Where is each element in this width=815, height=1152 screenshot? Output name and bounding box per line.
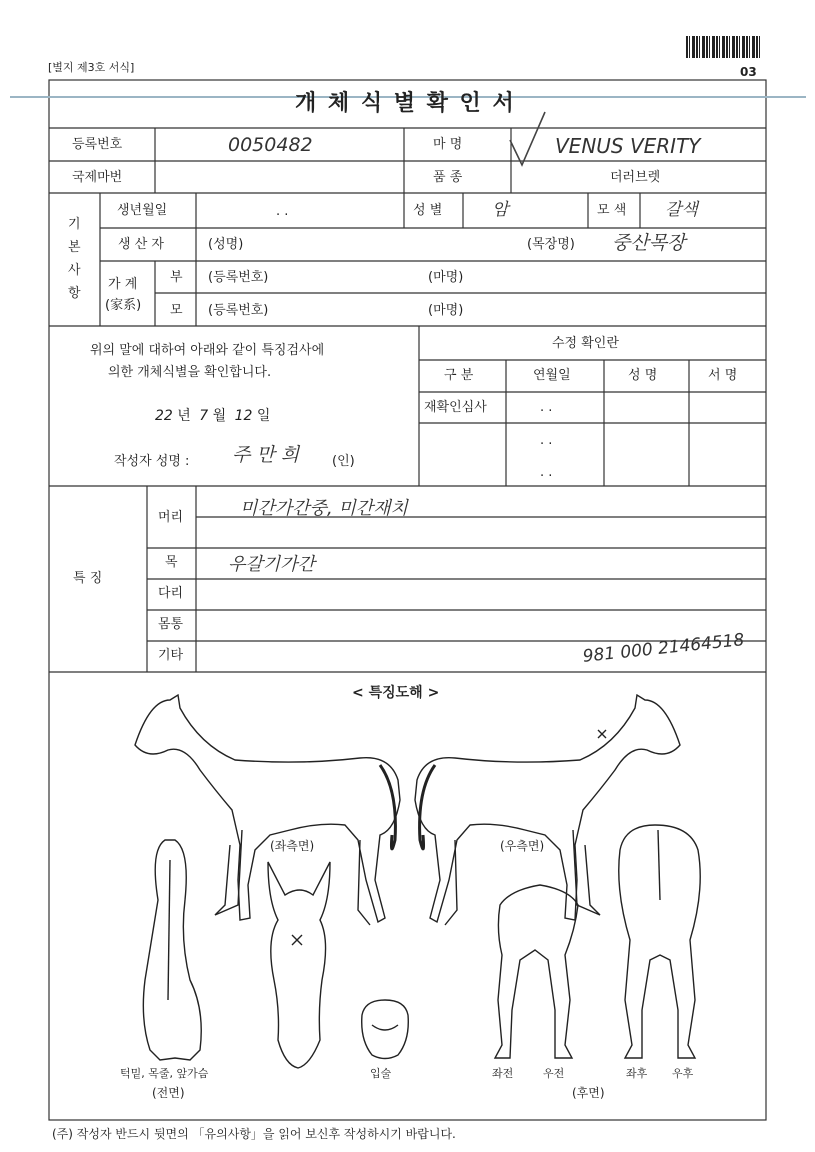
right-side-label: (우측면) xyxy=(500,839,545,853)
front-right-label: 우전 xyxy=(543,1067,565,1080)
sire-reg-label: (등록번호) xyxy=(208,270,269,285)
hind-left-label: 좌후 xyxy=(626,1067,648,1080)
revision-col-sign: 서 명 xyxy=(708,368,738,383)
revision-col-date: 연월일 xyxy=(533,368,571,383)
breed-label: 품 종 xyxy=(433,170,463,185)
basic-section-label-3: 사 xyxy=(68,263,81,278)
horse-lips-drawing xyxy=(362,1000,409,1059)
farm-name-value: 중산목장 xyxy=(612,232,686,254)
revision-row-category: 재확인심사 xyxy=(424,400,487,415)
author-value: 주 만 희 xyxy=(232,444,300,466)
date-year-unit: 년 xyxy=(177,408,191,424)
breed-value: 더러브렛 xyxy=(610,170,661,185)
author-label: 작성자 성명 : xyxy=(114,454,190,469)
feature-neck-value: 우갈기가간 xyxy=(228,554,315,575)
microchip-number: 981 000 21464518 xyxy=(581,630,746,667)
pedigree-label: 가 계 xyxy=(108,277,138,292)
sire-name-label: (마명) xyxy=(428,270,464,285)
sire-label: 부 xyxy=(170,270,183,285)
front-left-label: 좌전 xyxy=(492,1067,514,1080)
horse-name-label: 마 명 xyxy=(433,137,463,152)
horse-front-neck-drawing xyxy=(143,840,201,1060)
front-neck-caption: 턱밑, 목줄, 앞가슴 xyxy=(120,1067,209,1080)
feature-body-label: 몸통 xyxy=(158,617,184,632)
diagram-title: < 특징도해 > xyxy=(352,685,440,701)
revision-col-name: 성 명 xyxy=(628,368,658,383)
coat-color-value: 갈색 xyxy=(665,200,698,220)
producer-label: 생 산 자 xyxy=(118,237,164,252)
hind-right-label: 우후 xyxy=(672,1067,694,1080)
registration-number-value: 0050482 xyxy=(228,134,313,156)
date-day-unit: 일 xyxy=(256,408,271,424)
intl-number-label: 국제마번 xyxy=(72,170,123,185)
revision-title: 수정 확인란 xyxy=(552,336,619,351)
horse-face-drawing xyxy=(268,862,330,1068)
dam-reg-label: (등록번호) xyxy=(208,303,269,318)
feature-head-value: 미간가간중, 미간재치 xyxy=(240,498,408,519)
horse-left-side-drawing xyxy=(135,695,400,925)
farm-name-label: (목장명) xyxy=(527,237,575,252)
form-label: [별지 제3호 서식] xyxy=(48,61,135,74)
horse-right-side-drawing xyxy=(415,695,680,925)
basic-section-label-4: 항 xyxy=(68,286,81,301)
footer-note: (주) 작성자 반드시 뒷면의 「유의사항」을 읽어 보신후 작성하시기 바랍니다. xyxy=(52,1127,456,1141)
revision-row2-date: . . xyxy=(540,433,553,448)
registration-number-label: 등록번호 xyxy=(72,137,123,152)
pedigree-label-hanja: (家系) xyxy=(105,298,142,313)
lips-label: 입술 xyxy=(370,1067,392,1080)
date-day: 12 xyxy=(234,408,253,424)
rear-view-label: (후면) xyxy=(572,1086,605,1100)
revision-col-category: 구 분 xyxy=(444,368,474,383)
dam-name-label: (마명) xyxy=(428,303,464,318)
feature-legs-label: 다리 xyxy=(158,586,184,601)
basic-section-label-2: 본 xyxy=(68,240,81,255)
dam-label: 모 xyxy=(170,303,183,318)
page-number: 03 xyxy=(740,65,757,79)
check-mark xyxy=(510,112,545,165)
confirm-date xyxy=(155,405,270,425)
revision-row3-date: . . xyxy=(540,465,553,480)
birth-date-value: . . xyxy=(276,204,289,219)
revision-row1-date: . . xyxy=(540,400,553,415)
producer-name-label: (성명) xyxy=(208,237,244,252)
date-month-unit: 월 xyxy=(212,408,227,424)
horse-name-value: VENUS VERITY xyxy=(555,134,701,158)
coat-color-label: 모 색 xyxy=(597,203,627,218)
feature-etc-label: 기타 xyxy=(158,648,184,663)
date-year: 22 xyxy=(155,408,173,424)
date-month: 7 xyxy=(199,408,209,424)
features-section-label: 특 징 xyxy=(73,571,103,586)
seal-label: (인) xyxy=(332,454,355,469)
confirm-text-line-1: 위의 말에 대하여 아래와 같이 특징검사에 xyxy=(90,343,325,358)
page-title: 개 체 식 별 확 인 서 xyxy=(295,91,516,116)
birth-date-label: 생년월일 xyxy=(117,203,168,218)
left-side-label: (좌측면) xyxy=(270,839,315,853)
horse-rear-view-drawing xyxy=(619,825,700,1058)
sex-value: 암 xyxy=(492,200,509,220)
feature-neck-label: 목 xyxy=(165,555,178,570)
sex-label: 성 별 xyxy=(413,203,443,218)
feature-head-label: 머리 xyxy=(158,510,184,525)
front-view-label: (전면) xyxy=(152,1086,185,1100)
confirm-text-line-2: 의한 개체식별을 확인합니다. xyxy=(108,365,272,380)
basic-section-label-1: 기 xyxy=(68,217,81,232)
